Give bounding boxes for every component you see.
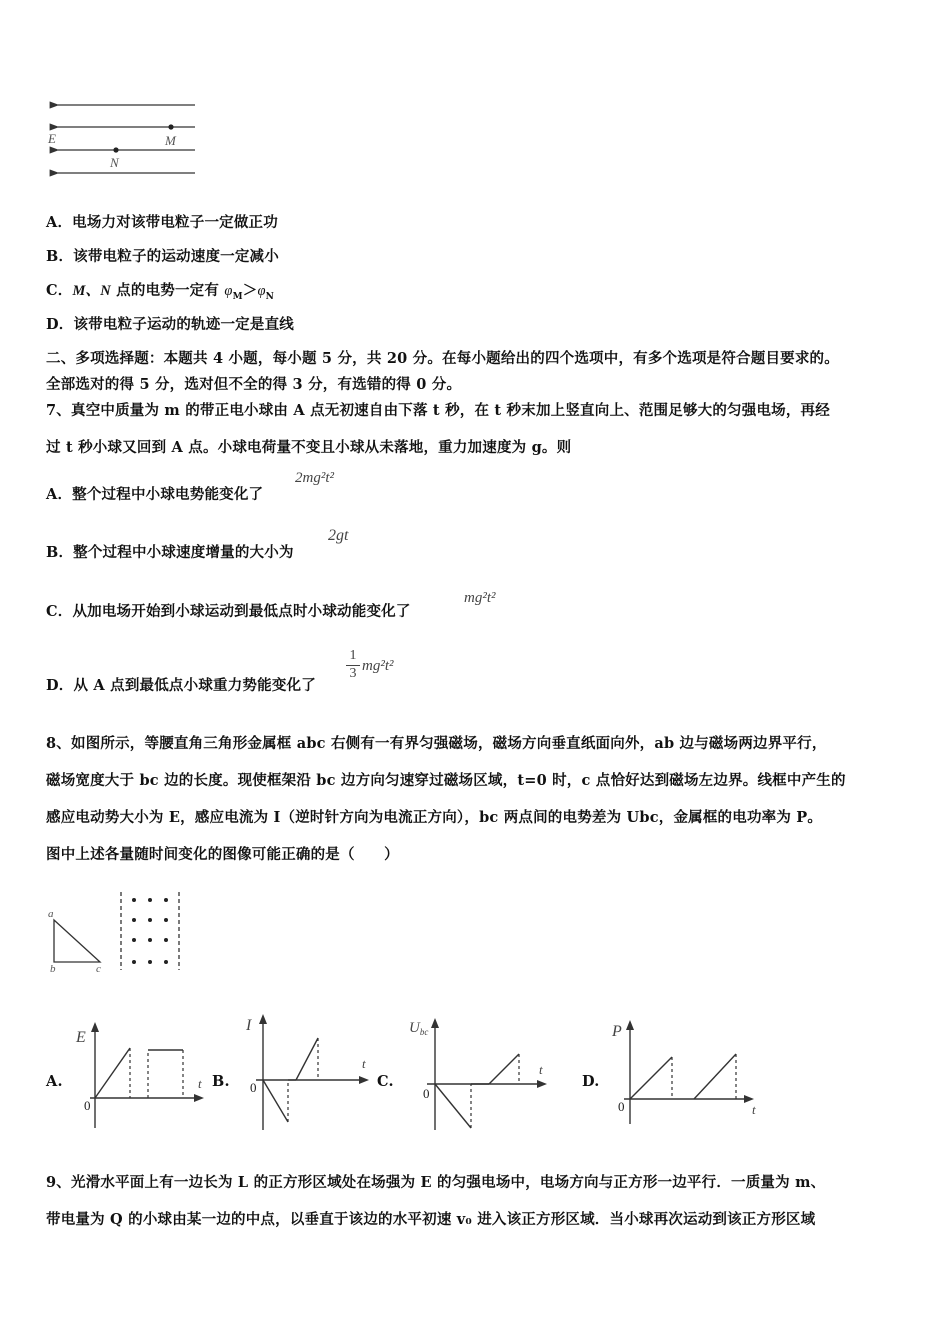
q6-option-c [46, 279, 274, 302]
q6-option-c-mn: M、N [72, 283, 111, 299]
q7-option-b-formula: 2gt [328, 527, 349, 544]
graph-d-option: D. [582, 1073, 600, 1090]
graph-b-origin: 0 [250, 1080, 257, 1095]
q6-option-a: A．电场力对该带电粒子一定做正功 [46, 214, 278, 231]
label-n: N [110, 155, 119, 170]
graph-c-x-label: t [539, 1062, 543, 1077]
graph-b-y-label: I [246, 1017, 252, 1034]
triangle-abc [54, 920, 100, 962]
graph-d [600, 1014, 765, 1129]
graph-d-x-label: t [752, 1102, 756, 1117]
q7-option-a: A．整个过程中小球电势能变化了 [46, 486, 264, 503]
phi-n: φ [257, 283, 266, 299]
q7-option-c-formula: mg²t² [464, 590, 496, 606]
label-a: a [48, 908, 54, 920]
q6-option-d: D．该带电粒子运动的轨迹一定是直线 [46, 316, 294, 333]
label-m: M [165, 133, 176, 148]
q8-line1: 8、如图所示，等腰直角三角形金属框 abc 右侧有一有界匀强磁场，磁场方向垂直纸面向外，ab 边与磁场两边界平行， [46, 735, 827, 752]
q9-line2: 带电量为 Q 的小球由某一边的中点，以垂直于该边的水平初速 v₀ 进入该正方形区域．当小球再次运动到该正方形区域 [46, 1211, 816, 1228]
label-c: c [96, 963, 101, 975]
q7-option-b: B．整个过程中小球速度增量的大小为 [46, 544, 294, 561]
field-dots [132, 898, 168, 964]
q7-option-d-formula: mg²t² [362, 658, 394, 674]
q9-line1: 9、光滑水平面上有一边长为 L 的正方形区域处在场强为 E 的匀强电场中，电场方向与正方形一边平行．一质量为 m、 [46, 1174, 826, 1191]
graph-b-option: B. [212, 1073, 230, 1090]
section2-line1: 二、多项选择题：本题共 4 小题，每小题 5 分，共 20 分。在每小题给出的四个选项中，有多个选项是符合题目要求的。 [46, 350, 839, 367]
q8-line3: 感应电动势大小为 E，感应电流为 I（逆时针方向为电流正方向），bc 两点间的电势差为 Ubc，金属框的电功率为 P。 [46, 809, 823, 826]
q7-option-a-formula: 2mg²t² [295, 470, 334, 486]
graph-a-y-label: E [76, 1029, 86, 1046]
q7-option-d: D．从 A 点到最低点小球重力势能变化了 [46, 677, 316, 694]
graph-c-option: C. [377, 1073, 394, 1090]
graph-d-y-label: P [612, 1023, 622, 1040]
q8-line2: 磁场宽度大于 bc 边的长度。现使框架沿 bc 边方向匀速穿过磁场区域，t=0 时，c 点恰好达到磁场左边界。线框中产生的 [46, 772, 846, 789]
graph-a-origin: 0 [84, 1098, 91, 1113]
graph-d-origin: 0 [618, 1099, 625, 1114]
triangle-field-figure [42, 888, 192, 978]
graph-a [70, 1018, 210, 1133]
q7-fraction-den: 3 [346, 665, 360, 682]
label-b: b [50, 963, 56, 975]
q8-line4: 图中上述各量随时间变化的图像可能正确的是（ ） [46, 846, 399, 863]
graph-c-y-label: $U_{bc}$ [409, 1020, 429, 1037]
phi-m: φ [224, 283, 233, 299]
greater-than: ＞ [242, 282, 258, 299]
graph-b-x-label: t [362, 1056, 366, 1071]
q7-fraction [346, 648, 360, 682]
graph-a-x-label: t [198, 1076, 202, 1091]
graph-c-origin: 0 [423, 1086, 430, 1101]
graph-a-option: A. [46, 1073, 63, 1090]
graph-b [238, 1010, 378, 1135]
q6-option-c-prefix: C． [46, 282, 73, 299]
phi-m-sub: M [232, 291, 243, 302]
q7-option-c: C．从加电场开始到小球运动到最低点时小球动能变化了 [46, 603, 411, 620]
q6-option-c-mid: 点的电势一定有 [110, 282, 225, 299]
phi-n-sub: N [265, 291, 275, 302]
q6-option-b: B．该带电粒子的运动速度一定减小 [46, 248, 279, 265]
point-m [168, 124, 173, 129]
q7-line1: 7、真空中质量为 m 的带正电小球由 A 点无初速自由下落 t 秒，在 t 秒末加上竖直向上、范围足够大的匀强电场，再经 [46, 402, 830, 419]
q7-line2: 过 t 秒小球又回到 A 点。小球电荷量不变且小球从未落地，重力加速度为 g。则 [46, 439, 572, 456]
q7-fraction-num: 1 [349, 648, 357, 663]
field-line-figure [40, 95, 210, 185]
label-e: E [48, 131, 56, 146]
section2-line2: 全部选对的得 5 分，选对但不全的得 3 分，有选错的得 0 分。 [46, 376, 462, 393]
graph-c [405, 1012, 555, 1134]
point-n [113, 147, 118, 152]
